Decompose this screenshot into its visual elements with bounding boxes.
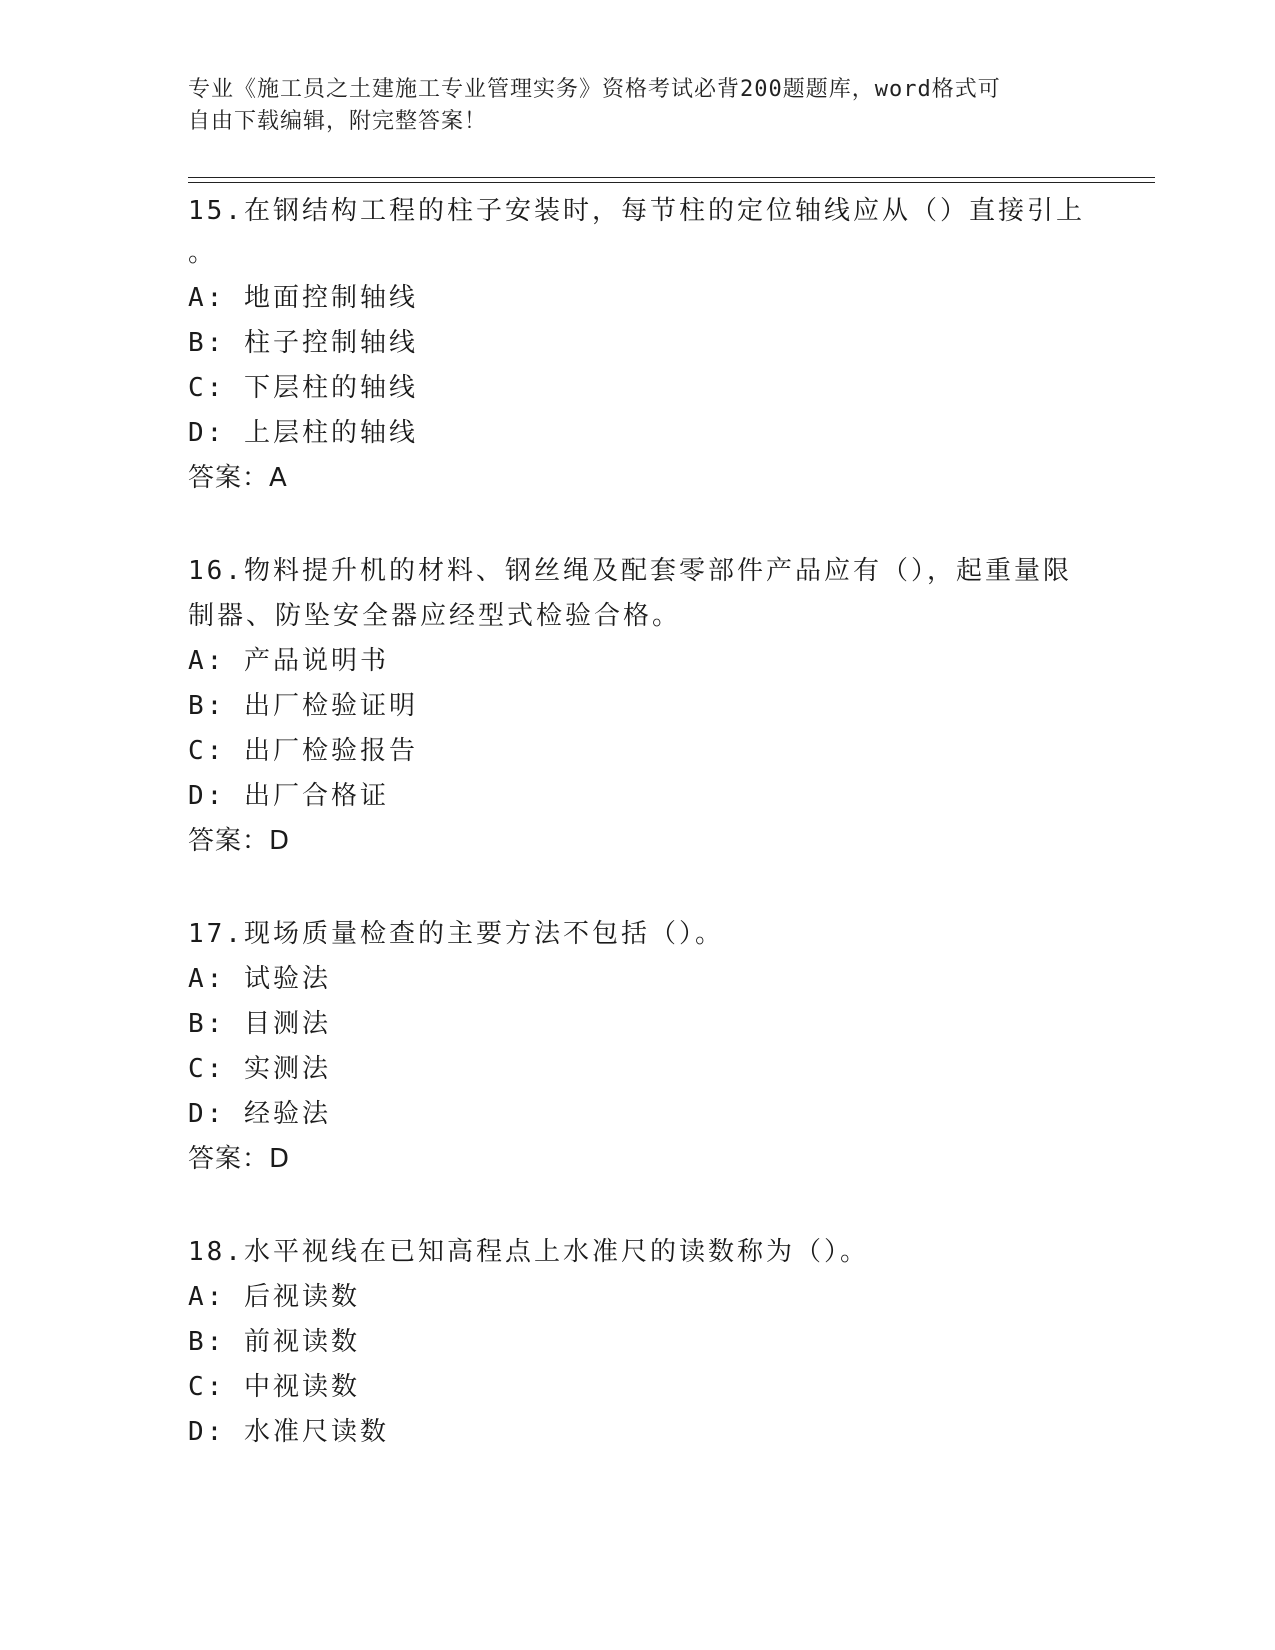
option-letter: C: — [188, 373, 226, 403]
option-text: 产品说明书 — [243, 646, 389, 676]
question-stem: 15.在钢结构工程的柱子安装时，每节柱的定位轴线应从（）直接引上 — [188, 196, 1085, 226]
option-d — [188, 775, 389, 812]
option-letter: D: — [188, 781, 226, 811]
option-letter: C: — [188, 1372, 226, 1402]
option-d — [188, 412, 418, 449]
option-d — [188, 1093, 331, 1130]
option-text: 目测法 — [243, 1009, 331, 1039]
option-text: 前视读数 — [243, 1327, 360, 1357]
option-text: 出厂合格证 — [243, 781, 389, 811]
option-text: 上层柱的轴线 — [243, 418, 418, 448]
document-header — [188, 74, 1088, 138]
option-text: 后视读数 — [243, 1282, 360, 1312]
option-text: 中视读数 — [243, 1372, 360, 1402]
option-b — [188, 685, 418, 722]
option-text: 试验法 — [243, 964, 331, 994]
option-a — [188, 277, 418, 314]
option-letter: A: — [188, 964, 226, 994]
option-b — [188, 1321, 360, 1358]
header-divider-bottom — [188, 182, 1155, 183]
answer-line: 答案：D — [188, 1144, 291, 1174]
option-text: 地面控制轴线 — [243, 283, 418, 313]
option-c — [188, 1048, 331, 1085]
option-letter: A: — [188, 646, 226, 676]
question-stem: 18.水平视线在已知高程点上水准尺的读数称为（）。 — [188, 1237, 869, 1267]
option-a — [188, 958, 331, 995]
option-a — [188, 640, 389, 677]
option-c — [188, 1366, 360, 1403]
option-c — [188, 730, 418, 767]
question-stem-continued: 制器、防坠安全器应经型式检验合格。 — [188, 601, 682, 631]
option-letter: B: — [188, 328, 226, 358]
option-letter: B: — [188, 1327, 226, 1357]
option-b — [188, 322, 418, 359]
option-d — [188, 1411, 389, 1448]
option-letter: D: — [188, 1417, 226, 1447]
option-letter: C: — [188, 736, 226, 766]
option-text: 出厂检验报告 — [243, 736, 418, 766]
question-stem: 16.物料提升机的材料、钢丝绳及配套零部件产品应有（），起重量限 — [188, 556, 1072, 586]
option-b — [188, 1003, 331, 1040]
option-text: 经验法 — [243, 1099, 331, 1129]
option-text: 下层柱的轴线 — [243, 373, 418, 403]
answer-line: 答案：A — [188, 463, 288, 493]
option-letter: B: — [188, 691, 226, 721]
option-letter: C: — [188, 1054, 226, 1084]
option-letter: D: — [188, 1099, 226, 1129]
option-c — [188, 367, 418, 404]
header-line-1: 专业《施工员之土建施工专业管理实务》资格考试必背200题题库，word格式可 — [188, 77, 1001, 102]
option-letter: B: — [188, 1009, 226, 1039]
question-stem-continued: 。 — [188, 238, 218, 268]
header-divider-top — [188, 177, 1155, 178]
option-letter: A: — [188, 283, 226, 313]
option-text: 出厂检验证明 — [243, 691, 418, 721]
question-stem: 17.现场质量检查的主要方法不包括（）。 — [188, 919, 724, 949]
answer-line: 答案：D — [188, 826, 291, 856]
option-letter: D: — [188, 418, 226, 448]
header-line-2: 自由下载编辑，附完整答案！ — [188, 109, 488, 134]
option-text: 实测法 — [243, 1054, 331, 1084]
option-a — [188, 1276, 360, 1313]
option-letter: A: — [188, 1282, 226, 1312]
option-text: 柱子控制轴线 — [243, 328, 418, 358]
option-text: 水准尺读数 — [243, 1417, 389, 1447]
